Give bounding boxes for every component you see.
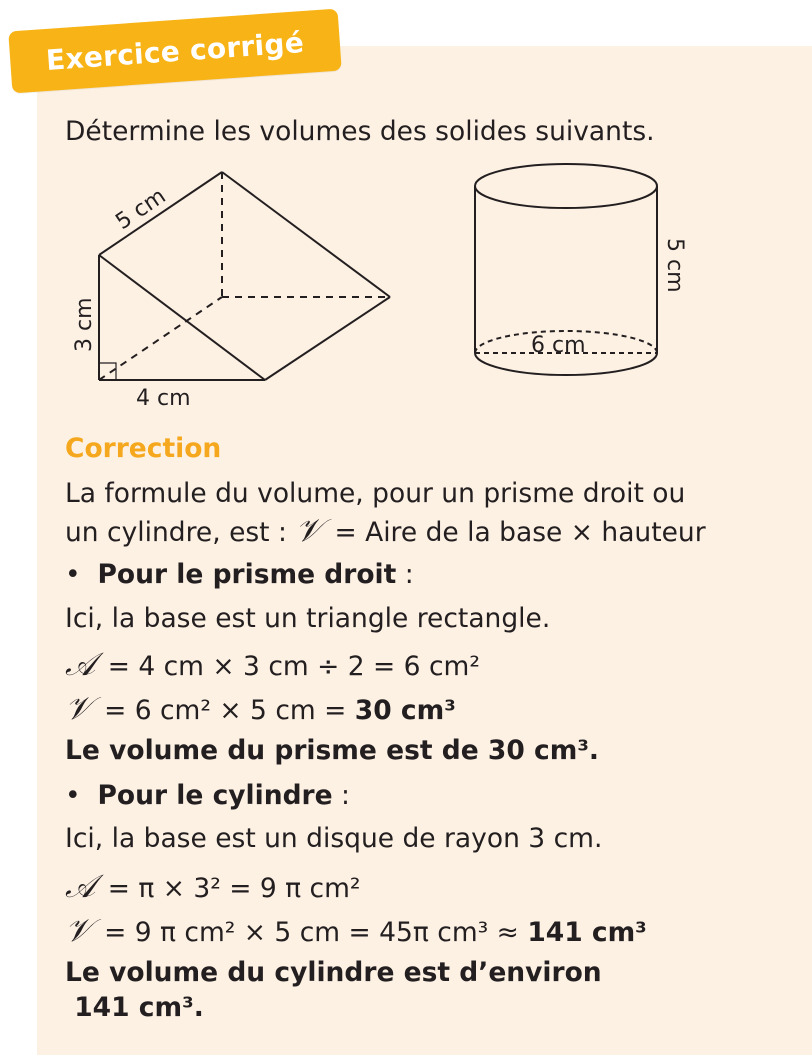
cylinder-title-colon: :	[332, 780, 350, 811]
cylinder-label-diameter: 6 cm	[531, 333, 586, 358]
prism-hidden-diagonal	[99, 297, 222, 380]
prism-label-slant: 5 cm	[111, 183, 171, 235]
cylinder-base-text: Ici, la base est un disque de rayon 3 cm.	[65, 823, 603, 854]
prism-area-calc: = 4 cm × 3 cm ÷ 2 = 6 cm²	[99, 651, 480, 682]
prism-edge-right	[265, 297, 390, 380]
cylinder-section-title	[65, 780, 350, 811]
cylinder-title: Pour le cylindre	[97, 780, 333, 811]
volume-symbol: 𝒱	[295, 511, 323, 549]
prism-label-height: 3 cm	[72, 297, 97, 352]
area-symbol: 𝒜	[65, 867, 96, 905]
formula-prefix: un cylindre, est :	[65, 517, 296, 548]
prism-title-colon: :	[396, 559, 414, 590]
cylinder-conclusion-line-2: 141 cm³.	[65, 992, 204, 1023]
prism-conclusion: Le volume du prisme est de 30 cm³.	[65, 735, 599, 766]
figures	[0, 0, 812, 420]
cylinder-area-calc: = π × 3² = 9 π cm²	[99, 873, 361, 904]
bullet: •	[65, 559, 81, 590]
prism-label-base: 4 cm	[136, 386, 191, 411]
prism-volume-calc: = 6 cm² × 5 cm =	[95, 695, 355, 726]
cylinder-volume-result: 141 cm³	[527, 917, 647, 948]
statement: Détermine les volumes des solides suivants.	[65, 116, 655, 147]
bullet: •	[65, 780, 81, 811]
cylinder-conclusion-line-1: Le volume du cylindre est d’environ	[65, 957, 602, 988]
formula-line-2	[65, 511, 706, 549]
prism-volume-result: 30 cm³	[354, 695, 456, 726]
correction-heading: Correction	[65, 433, 222, 464]
volume-symbol: 𝒱	[65, 689, 92, 727]
prism-title: Pour le prisme droit	[97, 559, 397, 590]
prism-area-line	[65, 645, 480, 683]
prism-volume-line	[65, 689, 456, 727]
prism-edge-top-ridge	[222, 172, 390, 297]
area-symbol: 𝒜	[65, 645, 96, 683]
formula-rest: = Aire de la base × hauteur	[326, 517, 706, 548]
prism-edge-hypotenuse	[99, 255, 265, 380]
cylinder-top-ellipse	[475, 164, 657, 208]
formula-line-1: La formule du volume, pour un prisme droit ou	[65, 478, 686, 509]
badge-label: Exercice corrigé	[44, 25, 306, 77]
volume-symbol: 𝒱	[65, 911, 92, 949]
prism-base-text: Ici, la base est un triangle rectangle.	[65, 603, 551, 634]
prism-section-title	[65, 559, 414, 590]
cylinder-volume-calc: = 9 π cm² × 5 cm = 45π cm³ ≈	[95, 917, 528, 948]
cylinder-volume-line	[65, 911, 647, 949]
cylinder-label-height: 5 cm	[662, 238, 687, 293]
cylinder-area-line	[65, 867, 361, 905]
